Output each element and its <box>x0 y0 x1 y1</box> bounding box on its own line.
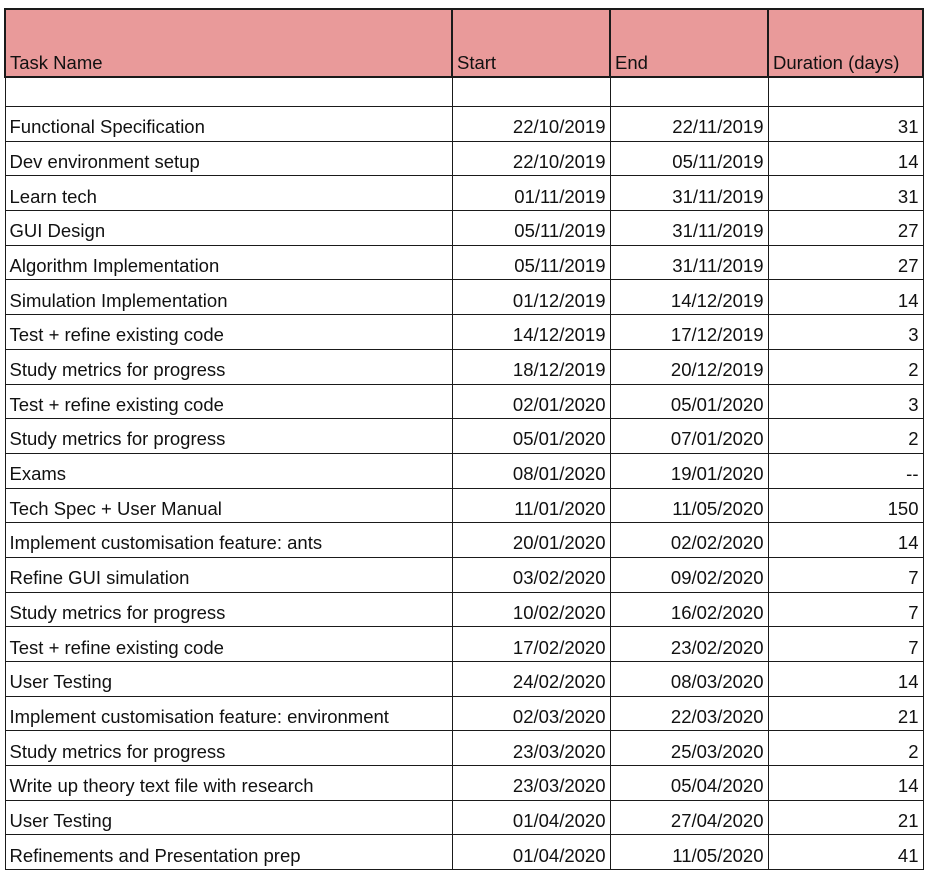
end-date-cell: 05/04/2020 <box>610 766 768 801</box>
start-date-cell: 18/12/2019 <box>452 349 610 384</box>
header-duration: Duration (days) <box>768 9 923 77</box>
end-date-cell: 02/02/2020 <box>610 523 768 558</box>
end-date-cell: 16/02/2020 <box>610 592 768 627</box>
start-date-cell: 10/02/2020 <box>452 592 610 627</box>
table-row <box>5 662 923 697</box>
duration-cell: 14 <box>768 662 923 697</box>
duration-cell: 2 <box>768 731 923 766</box>
task-name-cell: Study metrics for progress <box>5 349 452 384</box>
duration-cell: 14 <box>768 766 923 801</box>
end-date-cell: 23/02/2020 <box>610 627 768 662</box>
task-name-cell: Test + refine existing code <box>5 627 452 662</box>
start-date-cell: 05/01/2020 <box>452 419 610 454</box>
table-row <box>5 315 923 350</box>
table-row <box>5 176 923 211</box>
task-name-cell: Implement customisation feature: ants <box>5 523 452 558</box>
blank-cell <box>768 77 923 107</box>
start-date-cell: 05/11/2019 <box>452 211 610 246</box>
task-name-cell: Implement customisation feature: environment <box>5 696 452 731</box>
start-date-cell: 01/04/2020 <box>452 800 610 835</box>
task-name-cell: Write up theory text file with research <box>5 766 452 801</box>
end-date-cell: 05/01/2020 <box>610 384 768 419</box>
task-name-cell: Refine GUI simulation <box>5 557 452 592</box>
duration-cell: 7 <box>768 592 923 627</box>
end-date-cell: 17/12/2019 <box>610 315 768 350</box>
duration-cell: 21 <box>768 696 923 731</box>
duration-cell: 31 <box>768 107 923 142</box>
duration-cell: 14 <box>768 280 923 315</box>
table-row <box>5 766 923 801</box>
end-date-cell: 05/11/2019 <box>610 141 768 176</box>
task-name-cell: GUI Design <box>5 211 452 246</box>
table-row <box>5 211 923 246</box>
end-date-cell: 25/03/2020 <box>610 731 768 766</box>
table-row <box>5 384 923 419</box>
task-name-cell: Learn tech <box>5 176 452 211</box>
task-rows <box>5 77 923 870</box>
start-date-cell: 01/11/2019 <box>452 176 610 211</box>
duration-cell: 3 <box>768 384 923 419</box>
table-row <box>5 627 923 662</box>
start-date-cell: 11/01/2020 <box>452 488 610 523</box>
start-date-cell: 05/11/2019 <box>452 245 610 280</box>
end-date-cell: 09/02/2020 <box>610 557 768 592</box>
blank-cell <box>5 77 452 107</box>
duration-cell: 27 <box>768 211 923 246</box>
task-name-cell: Test + refine existing code <box>5 315 452 350</box>
duration-cell: 27 <box>768 245 923 280</box>
header-start: Start <box>452 9 610 77</box>
task-name-cell: Tech Spec + User Manual <box>5 488 452 523</box>
table-row <box>5 280 923 315</box>
table-row <box>5 557 923 592</box>
duration-cell: 14 <box>768 141 923 176</box>
start-date-cell: 14/12/2019 <box>452 315 610 350</box>
blank-cell <box>452 77 610 107</box>
header-row <box>5 9 923 77</box>
table-row <box>5 523 923 558</box>
table-row <box>5 107 923 142</box>
header-task-name: Task Name <box>5 9 452 77</box>
task-name-cell: Study metrics for progress <box>5 592 452 627</box>
end-date-cell: 22/11/2019 <box>610 107 768 142</box>
table-row <box>5 488 923 523</box>
end-date-cell: 19/01/2020 <box>610 453 768 488</box>
task-name-cell: Study metrics for progress <box>5 419 452 454</box>
table-row <box>5 453 923 488</box>
table-row <box>5 592 923 627</box>
duration-cell: 41 <box>768 835 923 870</box>
start-date-cell: 02/01/2020 <box>452 384 610 419</box>
table-row <box>5 731 923 766</box>
duration-cell: 2 <box>768 419 923 454</box>
task-name-cell: Functional Specification <box>5 107 452 142</box>
end-date-cell: 22/03/2020 <box>610 696 768 731</box>
end-date-cell: 14/12/2019 <box>610 280 768 315</box>
task-name-cell: Refinements and Presentation prep <box>5 835 452 870</box>
task-name-cell: User Testing <box>5 800 452 835</box>
duration-cell: 3 <box>768 315 923 350</box>
table-row <box>5 835 923 870</box>
end-date-cell: 07/01/2020 <box>610 419 768 454</box>
task-schedule-table <box>4 8 924 870</box>
duration-cell: 7 <box>768 627 923 662</box>
end-date-cell: 08/03/2020 <box>610 662 768 697</box>
duration-cell: 31 <box>768 176 923 211</box>
duration-cell: 14 <box>768 523 923 558</box>
blank-cell <box>610 77 768 107</box>
table-row <box>5 141 923 176</box>
table-row <box>5 419 923 454</box>
duration-cell: 21 <box>768 800 923 835</box>
end-date-cell: 11/05/2020 <box>610 488 768 523</box>
start-date-cell: 22/10/2019 <box>452 107 610 142</box>
start-date-cell: 20/01/2020 <box>452 523 610 558</box>
start-date-cell: 01/12/2019 <box>452 280 610 315</box>
task-name-cell: Test + refine existing code <box>5 384 452 419</box>
table-row <box>5 800 923 835</box>
end-date-cell: 11/05/2020 <box>610 835 768 870</box>
table-row <box>5 349 923 384</box>
header-end: End <box>610 9 768 77</box>
duration-cell: 150 <box>768 488 923 523</box>
task-name-cell: Exams <box>5 453 452 488</box>
end-date-cell: 31/11/2019 <box>610 211 768 246</box>
duration-cell: 2 <box>768 349 923 384</box>
start-date-cell: 01/04/2020 <box>452 835 610 870</box>
table-row <box>5 696 923 731</box>
start-date-cell: 23/03/2020 <box>452 731 610 766</box>
duration-cell: 7 <box>768 557 923 592</box>
task-name-cell: User Testing <box>5 662 452 697</box>
task-name-cell: Dev environment setup <box>5 141 452 176</box>
start-date-cell: 08/01/2020 <box>452 453 610 488</box>
task-name-cell: Algorithm Implementation <box>5 245 452 280</box>
start-date-cell: 02/03/2020 <box>452 696 610 731</box>
start-date-cell: 22/10/2019 <box>452 141 610 176</box>
blank-row <box>5 77 923 107</box>
end-date-cell: 27/04/2020 <box>610 800 768 835</box>
task-name-cell: Simulation Implementation <box>5 280 452 315</box>
start-date-cell: 23/03/2020 <box>452 766 610 801</box>
end-date-cell: 20/12/2019 <box>610 349 768 384</box>
start-date-cell: 03/02/2020 <box>452 557 610 592</box>
table-row <box>5 245 923 280</box>
end-date-cell: 31/11/2019 <box>610 176 768 211</box>
start-date-cell: 24/02/2020 <box>452 662 610 697</box>
duration-cell: -- <box>768 453 923 488</box>
start-date-cell: 17/02/2020 <box>452 627 610 662</box>
end-date-cell: 31/11/2019 <box>610 245 768 280</box>
task-name-cell: Study metrics for progress <box>5 731 452 766</box>
